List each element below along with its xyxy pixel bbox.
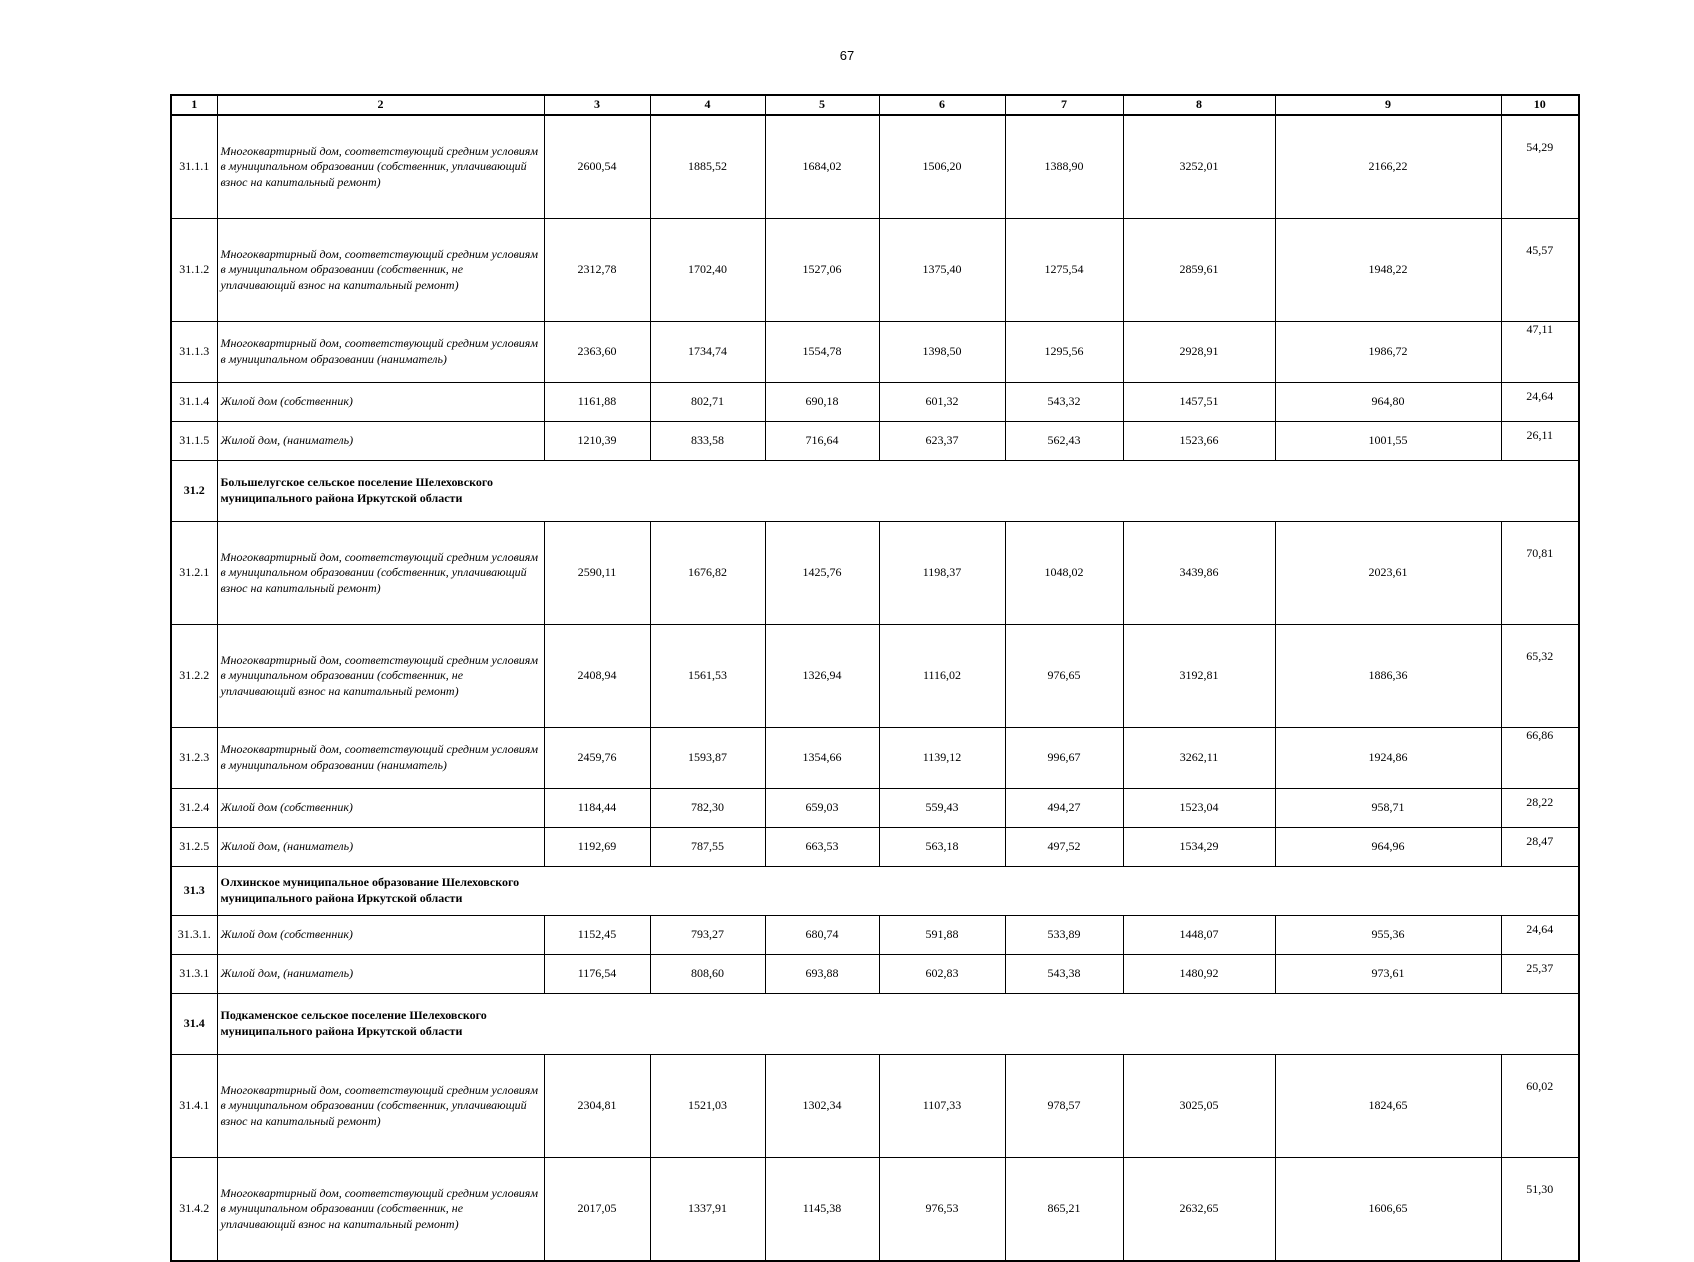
section-row [171,994,1579,1055]
tariff-value: 1398,50 [879,322,1005,383]
column-number-header: 1 [171,95,217,115]
row-description: Многоквартирный дом, соответствующий средним условиям в муниципальном образовании (собственник, не уплачивающий взнос на капитальный ремонт) [217,625,544,728]
tariff-value: 70,81 [1501,522,1579,625]
tariff-value: 2632,65 [1123,1158,1275,1262]
section-code: 31.2 [171,461,217,522]
tariff-value: 1527,06 [765,219,879,322]
tariff-value: 533,89 [1005,916,1123,955]
section-name-text: Олхинское муниципальное образование Шелеховского муниципального района Иркутской области [220,875,520,905]
tariff-value: 494,27 [1005,789,1123,828]
tariff-value: 60,02 [1501,1055,1579,1158]
tariff-value: 1457,51 [1123,383,1275,422]
tariff-value: 26,11 [1501,422,1579,461]
tariff-value: 1326,94 [765,625,879,728]
tariff-value: 973,61 [1275,955,1501,994]
section-name [217,994,1579,1055]
table-row [171,322,1579,383]
tariff-value: 1295,56 [1005,322,1123,383]
tariff-value: 1523,04 [1123,789,1275,828]
tariff-value: 2459,76 [544,728,650,789]
row-description: Многоквартирный дом, соответствующий средним условиям в муниципальном образовании (наниматель) [217,728,544,789]
tariff-value: 1554,78 [765,322,879,383]
row-code: 31.2.4 [171,789,217,828]
tariff-value: 1116,02 [879,625,1005,728]
tariff-value: 1824,65 [1275,1055,1501,1158]
tariff-value: 3439,86 [1123,522,1275,625]
tariff-value: 602,83 [879,955,1005,994]
row-description: Жилой дом (собственник) [217,789,544,828]
tariff-value: 1375,40 [879,219,1005,322]
tariff-value: 976,65 [1005,625,1123,728]
tariff-value: 28,22 [1501,789,1579,828]
row-code: 31.1.3 [171,322,217,383]
row-code: 31.3.1 [171,955,217,994]
tariff-value: 1107,33 [879,1055,1005,1158]
tariff-value: 996,67 [1005,728,1123,789]
tariff-value: 782,30 [650,789,765,828]
tariff-value: 2312,78 [544,219,650,322]
tariff-value: 623,37 [879,422,1005,461]
tariff-value: 1337,91 [650,1158,765,1262]
section-name [217,461,1579,522]
table-row [171,625,1579,728]
tariff-value: 543,32 [1005,383,1123,422]
tariff-value: 1275,54 [1005,219,1123,322]
tariff-value: 28,47 [1501,828,1579,867]
tariff-value: 1161,88 [544,383,650,422]
tariff-value: 1184,44 [544,789,650,828]
tariff-value: 559,43 [879,789,1005,828]
tariff-value: 955,36 [1275,916,1501,955]
row-code: 31.4.1 [171,1055,217,1158]
tariff-value: 25,37 [1501,955,1579,994]
row-description: Жилой дом, (наниматель) [217,955,544,994]
tariff-value: 958,71 [1275,789,1501,828]
table-row [171,916,1579,955]
table-row [171,1158,1579,1262]
page-number: 67 [839,48,855,63]
tariff-value: 51,30 [1501,1158,1579,1262]
tariff-value: 1676,82 [650,522,765,625]
table-body [171,95,1579,1261]
tariff-value: 1534,29 [1123,828,1275,867]
row-description: Многоквартирный дом, соответствующий средним условиям в муниципальном образовании (собственник, уплачивающий взнос на капитальный ремонт) [217,522,544,625]
tariff-value: 591,88 [879,916,1005,955]
tariff-value: 1885,52 [650,115,765,219]
tariff-value: 1048,02 [1005,522,1123,625]
tariff-value: 45,57 [1501,219,1579,322]
tariff-value: 1198,37 [879,522,1005,625]
column-number-header: 8 [1123,95,1275,115]
column-number-header: 4 [650,95,765,115]
tariff-value: 24,64 [1501,916,1579,955]
row-description: Жилой дом, (наниматель) [217,422,544,461]
tariff-value: 1561,53 [650,625,765,728]
tariff-value: 1152,45 [544,916,650,955]
row-code: 31.2.3 [171,728,217,789]
tariff-value: 680,74 [765,916,879,955]
tariff-table [170,94,1580,1262]
tariff-value: 2928,91 [1123,322,1275,383]
tariff-value: 2017,05 [544,1158,650,1262]
tariff-value: 808,60 [650,955,765,994]
tariff-value: 3025,05 [1123,1055,1275,1158]
tariff-value: 1210,39 [544,422,650,461]
tariff-value: 1302,34 [765,1055,879,1158]
tariff-value: 1448,07 [1123,916,1275,955]
row-code: 31.2.2 [171,625,217,728]
tariff-value: 2600,54 [544,115,650,219]
table-row [171,219,1579,322]
tariff-value: 66,86 [1501,728,1579,789]
tariff-value: 2590,11 [544,522,650,625]
table-row [171,728,1579,789]
tariff-value: 690,18 [765,383,879,422]
section-code: 31.3 [171,867,217,916]
row-code: 31.3.1. [171,916,217,955]
row-code: 31.4.2 [171,1158,217,1262]
row-description: Жилой дом (собственник) [217,383,544,422]
tariff-value: 964,80 [1275,383,1501,422]
tariff-value: 793,27 [650,916,765,955]
row-code: 31.1.2 [171,219,217,322]
column-number-header: 7 [1005,95,1123,115]
tariff-value: 1593,87 [650,728,765,789]
tariff-value: 1606,65 [1275,1158,1501,1262]
row-description: Многоквартирный дом, соответствующий средним условиям в муниципальном образовании (наниматель) [217,322,544,383]
tariff-value: 716,64 [765,422,879,461]
table-row [171,955,1579,994]
table-row [171,789,1579,828]
tariff-value: 65,32 [1501,625,1579,728]
row-description: Многоквартирный дом, соответствующий средним условиям в муниципальном образовании (собственник, не уплачивающий взнос на капитальный ремонт) [217,219,544,322]
row-code: 31.2.1 [171,522,217,625]
tariff-value: 1886,36 [1275,625,1501,728]
tariff-value: 1521,03 [650,1055,765,1158]
column-number-header: 6 [879,95,1005,115]
row-description: Жилой дом, (наниматель) [217,828,544,867]
column-number-header: 2 [217,95,544,115]
column-number-header-row [171,95,1579,115]
tariff-value: 1506,20 [879,115,1005,219]
tariff-value: 1388,90 [1005,115,1123,219]
row-description: Многоквартирный дом, соответствующий средним условиям в муниципальном образовании (собственник, не уплачивающий взнос на капитальный ремонт) [217,1158,544,1262]
tariff-value: 1425,76 [765,522,879,625]
row-description: Многоквартирный дом, соответствующий средним условиям в муниципальном образовании (собственник, уплачивающий взнос на капитальный ремонт) [217,1055,544,1158]
tariff-value: 1480,92 [1123,955,1275,994]
row-code: 31.2.5 [171,828,217,867]
tariff-value: 543,38 [1005,955,1123,994]
tariff-value: 2023,61 [1275,522,1501,625]
tariff-value: 563,18 [879,828,1005,867]
tariff-value: 1354,66 [765,728,879,789]
row-code: 31.1.5 [171,422,217,461]
tariff-value: 3262,11 [1123,728,1275,789]
tariff-value: 1192,69 [544,828,650,867]
row-description: Жилой дом (собственник) [217,916,544,955]
tariff-value: 663,53 [765,828,879,867]
tariff-value: 2363,60 [544,322,650,383]
tariff-value: 1145,38 [765,1158,879,1262]
tariff-value: 833,58 [650,422,765,461]
table-row [171,422,1579,461]
column-number-header: 5 [765,95,879,115]
section-name [217,867,1579,916]
tariff-value: 3192,81 [1123,625,1275,728]
tariff-value: 54,29 [1501,115,1579,219]
tariff-value: 562,43 [1005,422,1123,461]
column-number-header: 9 [1275,95,1501,115]
tariff-value: 47,11 [1501,322,1579,383]
tariff-value: 1176,54 [544,955,650,994]
tariff-value: 693,88 [765,955,879,994]
table-row [171,1055,1579,1158]
column-number-header: 3 [544,95,650,115]
tariff-value: 976,53 [879,1158,1005,1262]
row-code: 31.1.1 [171,115,217,219]
table-row [171,828,1579,867]
tariff-value: 1986,72 [1275,322,1501,383]
tariff-value: 787,55 [650,828,765,867]
table-row [171,522,1579,625]
section-row [171,867,1579,916]
tariff-value: 2859,61 [1123,219,1275,322]
table-row [171,383,1579,422]
tariff-value: 2408,94 [544,625,650,728]
section-row [171,461,1579,522]
section-code: 31.4 [171,994,217,1055]
tariff-value: 2304,81 [544,1055,650,1158]
tariff-value: 1684,02 [765,115,879,219]
tariff-value: 601,32 [879,383,1005,422]
table-row [171,115,1579,219]
tariff-value: 1001,55 [1275,422,1501,461]
tariff-value: 978,57 [1005,1055,1123,1158]
tariff-value: 865,21 [1005,1158,1123,1262]
tariff-value: 497,52 [1005,828,1123,867]
tariff-value: 1734,74 [650,322,765,383]
tariff-value: 1948,22 [1275,219,1501,322]
tariff-value: 24,64 [1501,383,1579,422]
tariff-value: 3252,01 [1123,115,1275,219]
section-name-text: Большелугское сельское поселение Шелеховского муниципального района Иркутской области [220,475,494,505]
tariff-value: 1139,12 [879,728,1005,789]
column-number-header: 10 [1501,95,1579,115]
tariff-value: 659,03 [765,789,879,828]
tariff-value: 964,96 [1275,828,1501,867]
tariff-value: 2166,22 [1275,115,1501,219]
tariff-value: 1523,66 [1123,422,1275,461]
tariff-value: 1924,86 [1275,728,1501,789]
tariff-value: 802,71 [650,383,765,422]
row-code: 31.1.4 [171,383,217,422]
section-name-text: Подкаменское сельское поселение Шелеховского муниципального района Иркутской области [220,1008,487,1038]
tariff-value: 1702,40 [650,219,765,322]
row-description: Многоквартирный дом, соответствующий средним условиям в муниципальном образовании (собственник, уплачивающий взнос на капитальный ремонт) [217,115,544,219]
